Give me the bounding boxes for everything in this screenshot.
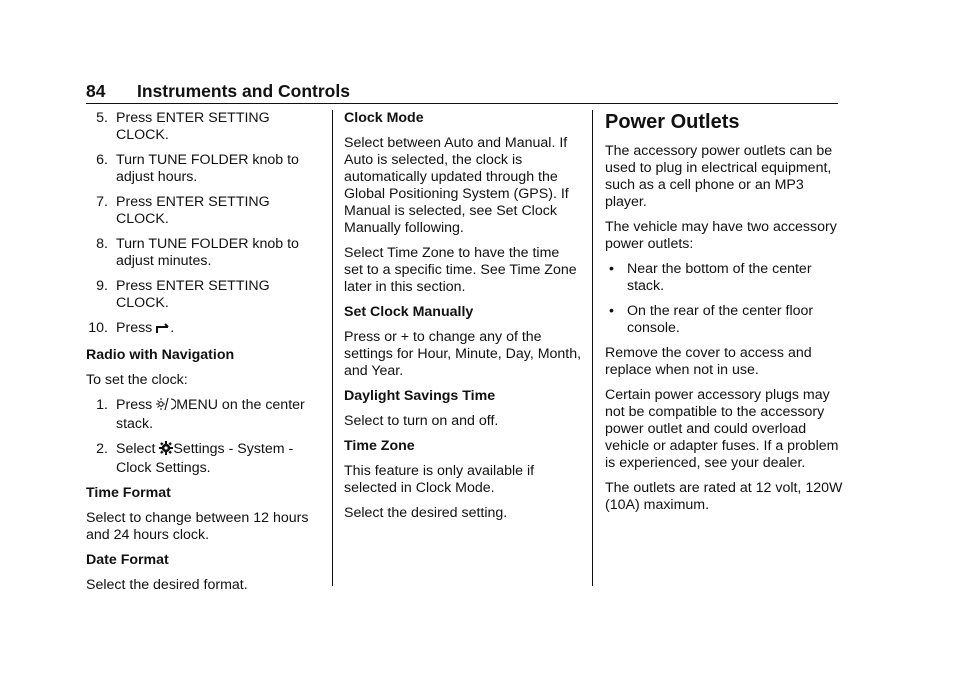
paragraph-5: The outlets are rated at 12 volt, 120W (10A) maximum. bbox=[605, 480, 843, 513]
column-divider-2 bbox=[592, 110, 593, 586]
bullet-item: • On the rear of the center floor console. bbox=[605, 303, 843, 337]
step-8: 8. Turn TUNE FOLDER knob to adjust minutes. bbox=[96, 236, 299, 269]
back-arrow-icon bbox=[156, 322, 170, 339]
paragraph-2: The vehicle may have two accessory power outlets: bbox=[605, 219, 837, 252]
text-clock-mode: Select between Auto and Manual. If Auto is selected, the clock is automatically updated through the Global Positioning System (GPS). If Manual is selected, see Set Clock Manually following. bbox=[344, 135, 569, 236]
nav-step-1: 1. Press MENU on the center stack. bbox=[96, 397, 305, 432]
step-7: 7. Press ENTER SETTING CLOCK. bbox=[96, 194, 270, 227]
sun-moon-icon bbox=[156, 397, 176, 416]
settings-gear-icon bbox=[159, 441, 173, 460]
page-header bbox=[86, 83, 838, 105]
step-5: 5. Press ENTER SETTING CLOCK. bbox=[96, 110, 270, 143]
heading-time-zone: Time Zone bbox=[344, 438, 415, 454]
step-6: 6. Turn TUNE FOLDER knob to adjust hours. bbox=[96, 152, 299, 185]
text-time-zone-reference: Select Time Zone to have the time set to a specific time. See Time Zone later in this section. bbox=[344, 245, 577, 295]
column-3 bbox=[605, 110, 843, 522]
text-date-format: Select the desired format. bbox=[86, 577, 248, 593]
page-number: 84 bbox=[86, 81, 106, 101]
bullet-dot: • bbox=[609, 303, 614, 319]
text-set-clock-manually: Press or + to change any of the settings for Hour, Minute, Day, Month, and Year. bbox=[344, 329, 582, 379]
intro-set-clock: To set the clock: bbox=[86, 372, 188, 388]
section-title: Instruments and Controls bbox=[137, 81, 350, 101]
text-time-zone-1: This feature is only available if selected in Clock Mode. bbox=[344, 463, 535, 496]
heading-clock-mode: Clock Mode bbox=[344, 110, 424, 126]
header-rule bbox=[86, 103, 838, 104]
step-9: 9. Press ENTER SETTING CLOCK. bbox=[96, 278, 270, 311]
column-1 bbox=[86, 110, 322, 602]
nav-step-2: 2. Select Settings - System - Clock Settings. bbox=[96, 441, 294, 476]
heading-radio-with-navigation: Radio with Navigation bbox=[86, 347, 235, 363]
text-time-zone-2: Select the desired setting. bbox=[344, 505, 508, 521]
heading-date-format: Date Format bbox=[86, 552, 169, 568]
paragraph-4: Certain power accessory plugs may not be compatible to the accessory power outlet and could overload vehicle or adapter fuses. If a problem is experienced, see your dealer. bbox=[605, 387, 839, 471]
step-10: 10. Press . bbox=[86, 320, 322, 339]
bullet-item: • Near the bottom of the center stack. bbox=[605, 261, 843, 295]
column-divider-1 bbox=[332, 110, 333, 586]
heading-set-clock-manually: Set Clock Manually bbox=[344, 304, 474, 320]
text-time-format: Select to change between 12 hours and 24 hours clock. bbox=[86, 510, 309, 543]
heading-power-outlets: Power Outlets bbox=[605, 111, 740, 133]
heading-time-format: Time Format bbox=[86, 485, 171, 501]
heading-daylight-savings-time: Daylight Savings Time bbox=[344, 388, 496, 404]
paragraph-3: Remove the cover to access and replace when not in use. bbox=[605, 345, 812, 378]
paragraph-1: The accessory power outlets can be used to plug in electrical equipment, such as a cell phone or an MP3 player. bbox=[605, 143, 833, 210]
text-daylight-savings-time: Select to turn on and off. bbox=[344, 413, 499, 429]
column-2 bbox=[344, 110, 582, 530]
bullet-dot: • bbox=[609, 261, 614, 277]
